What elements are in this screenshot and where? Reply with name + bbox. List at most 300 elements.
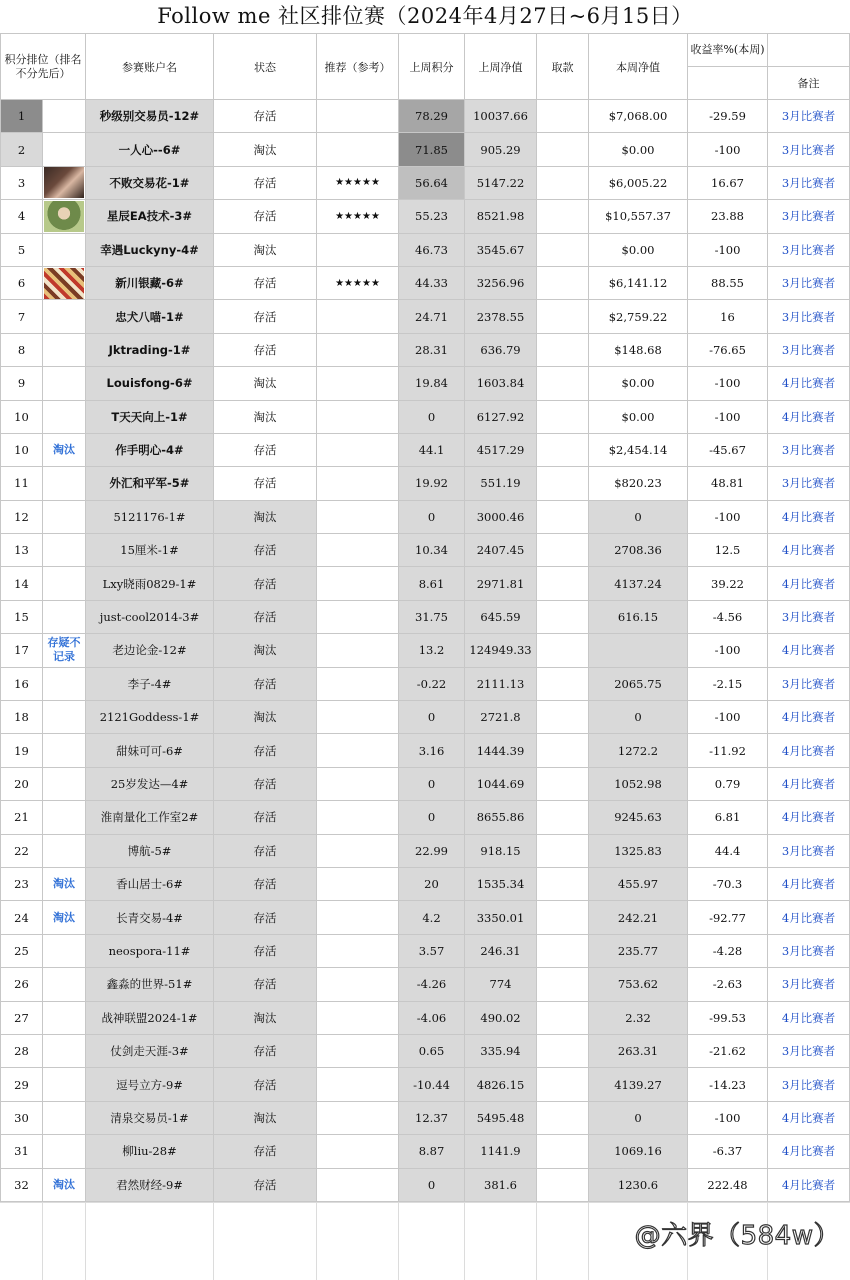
- status-cell: 存活: [214, 1068, 317, 1101]
- last-points-cell: 0: [399, 801, 465, 834]
- remark-cell: 3月比赛者: [768, 200, 850, 233]
- withdraw-cell: [537, 534, 589, 567]
- this-nav-cell: 1272.2: [589, 734, 688, 767]
- this-nav-cell: 0: [589, 701, 688, 734]
- table-row: [1, 266, 850, 299]
- remark-cell: 4月比赛者: [768, 901, 850, 934]
- rank-cell: 15: [1, 600, 43, 633]
- avatar-portrait-woman: [44, 167, 84, 198]
- account-name: Louisfong-6#: [86, 367, 214, 400]
- rank-cell: 29: [1, 1068, 43, 1101]
- rank-cell: 27: [1, 1001, 43, 1034]
- recommend-cell: [317, 367, 399, 400]
- account-name: 不败交易花-1#: [86, 166, 214, 199]
- remark-cell: 4月比赛者: [768, 1001, 850, 1034]
- yield-cell: -14.23: [688, 1068, 768, 1101]
- recommend-cell: [317, 333, 399, 366]
- recommend-cell: [317, 534, 399, 567]
- header-rank: 积分排位（排名不分先后）: [1, 34, 86, 100]
- last-nav-cell: 10037.66: [465, 100, 537, 133]
- account-name: 战神联盟2024-1#: [86, 1001, 214, 1034]
- withdraw-cell: [537, 667, 589, 700]
- tag-cell: [43, 166, 86, 199]
- tag-cell: [43, 1068, 86, 1101]
- last-nav-cell: 8655.86: [465, 801, 537, 834]
- tag-cell: [43, 834, 86, 867]
- status-cell: 淘汰: [214, 1101, 317, 1134]
- remark-cell: 3月比赛者: [768, 133, 850, 166]
- tag-cell: [43, 100, 86, 133]
- tag-cell: [43, 968, 86, 1001]
- this-nav-cell: $148.68: [589, 333, 688, 366]
- status-cell: 存活: [214, 667, 317, 700]
- last-points-cell: -4.26: [399, 968, 465, 1001]
- this-nav-cell: [589, 634, 688, 667]
- eliminated-tag: 存疑不记录: [43, 634, 86, 667]
- this-nav-cell: 263.31: [589, 1034, 688, 1067]
- header-last-nav: 上周净值: [465, 34, 537, 100]
- rank-cell: 16: [1, 667, 43, 700]
- status-cell: 淘汰: [214, 634, 317, 667]
- remark-cell: 4月比赛者: [768, 567, 850, 600]
- header-yield: 收益率%(本周): [688, 34, 768, 67]
- account-name: 15厘米-1#: [86, 534, 214, 567]
- withdraw-cell: [537, 734, 589, 767]
- remark-cell: 4月比赛者: [768, 701, 850, 734]
- table-row: [1, 767, 850, 800]
- withdraw-cell: [537, 1168, 589, 1201]
- yield-cell: -2.63: [688, 968, 768, 1001]
- remark-cell: 3月比赛者: [768, 1034, 850, 1067]
- withdraw-cell: [537, 801, 589, 834]
- last-nav-cell: 2111.13: [465, 667, 537, 700]
- yield-cell: 88.55: [688, 266, 768, 299]
- table-row: [1, 233, 850, 266]
- this-nav-cell: $7,068.00: [589, 100, 688, 133]
- table-row: [1, 801, 850, 834]
- status-cell: 存活: [214, 100, 317, 133]
- table-row: [1, 200, 850, 233]
- yield-cell: 12.5: [688, 534, 768, 567]
- account-name: 星辰EA技术-3#: [86, 200, 214, 233]
- table-row: [1, 734, 850, 767]
- account-name: 秒级别交易员-12#: [86, 100, 214, 133]
- account-name: 清泉交易员-1#: [86, 1101, 214, 1134]
- status-cell: 淘汰: [214, 233, 317, 266]
- remark-cell: 3月比赛者: [768, 600, 850, 633]
- last-nav-cell: 2721.8: [465, 701, 537, 734]
- header-status: 状态: [214, 34, 317, 100]
- table-row: [1, 467, 850, 500]
- remark-cell: 3月比赛者: [768, 333, 850, 366]
- last-points-cell: 24.71: [399, 300, 465, 333]
- remark-cell: 3月比赛者: [768, 233, 850, 266]
- yield-cell: 16.67: [688, 166, 768, 199]
- tag-cell: [43, 567, 86, 600]
- remark-cell: 3月比赛者: [768, 166, 850, 199]
- last-points-cell: 55.23: [399, 200, 465, 233]
- recommend-cell: [317, 433, 399, 466]
- last-nav-cell: 2407.45: [465, 534, 537, 567]
- last-nav-cell: 381.6: [465, 1168, 537, 1201]
- last-nav-cell: 551.19: [465, 467, 537, 500]
- tag-cell: [43, 400, 86, 433]
- remark-cell: 3月比赛者: [768, 968, 850, 1001]
- yield-cell: -11.92: [688, 734, 768, 767]
- account-name: 博航-5#: [86, 834, 214, 867]
- status-cell: 存活: [214, 834, 317, 867]
- last-points-cell: 31.75: [399, 600, 465, 633]
- yield-cell: 222.48: [688, 1168, 768, 1201]
- last-nav-cell: 246.31: [465, 934, 537, 967]
- last-nav-cell: 8521.98: [465, 200, 537, 233]
- last-points-cell: 12.37: [399, 1101, 465, 1134]
- account-name: 仗剑走天涯-3#: [86, 1034, 214, 1067]
- rank-cell: 23: [1, 867, 43, 900]
- withdraw-cell: [537, 1068, 589, 1101]
- account-name: 新川银藏-6#: [86, 266, 214, 299]
- withdraw-cell: [537, 901, 589, 934]
- tag-cell: [43, 500, 86, 533]
- last-nav-cell: 1141.9: [465, 1135, 537, 1168]
- table-row: [1, 901, 850, 934]
- rank-cell: 10: [1, 433, 43, 466]
- last-nav-cell: 124949.33: [465, 634, 537, 667]
- rank-cell: 1: [1, 100, 43, 133]
- last-nav-cell: 1603.84: [465, 367, 537, 400]
- table-row: [1, 834, 850, 867]
- avatar-portrait-girl: [44, 201, 84, 232]
- yield-cell: 0.79: [688, 767, 768, 800]
- rank-cell: 25: [1, 934, 43, 967]
- table-body: [1, 100, 850, 1202]
- account-name: 作手明心-4#: [86, 433, 214, 466]
- recommend-cell: [317, 600, 399, 633]
- table-row: [1, 701, 850, 734]
- this-nav-cell: $0.00: [589, 367, 688, 400]
- yield-cell: -100: [688, 701, 768, 734]
- withdraw-cell: [537, 100, 589, 133]
- table-row: [1, 433, 850, 466]
- last-points-cell: 0: [399, 701, 465, 734]
- tag-cell: [43, 333, 86, 366]
- table-row: [1, 867, 850, 900]
- rank-cell: 32: [1, 1168, 43, 1201]
- status-cell: 存活: [214, 734, 317, 767]
- avatar-illustration: [44, 268, 84, 299]
- status-cell: 存活: [214, 467, 317, 500]
- tag-cell: [43, 1101, 86, 1134]
- status-cell: 存活: [214, 166, 317, 199]
- last-nav-cell: 2378.55: [465, 300, 537, 333]
- status-cell: 存活: [214, 433, 317, 466]
- last-nav-cell: 1044.69: [465, 767, 537, 800]
- yield-cell: -100: [688, 133, 768, 166]
- rank-cell: 8: [1, 333, 43, 366]
- header-remark: 备注: [768, 67, 850, 100]
- status-cell: 存活: [214, 1034, 317, 1067]
- status-cell: 淘汰: [214, 1001, 317, 1034]
- table-row: [1, 534, 850, 567]
- last-nav-cell: 3000.46: [465, 500, 537, 533]
- last-nav-cell: 3350.01: [465, 901, 537, 934]
- last-points-cell: -10.44: [399, 1068, 465, 1101]
- recommend-cell: [317, 467, 399, 500]
- account-name: 长青交易-4#: [86, 901, 214, 934]
- rank-cell: 9: [1, 367, 43, 400]
- withdraw-cell: [537, 300, 589, 333]
- eliminated-tag: 淘汰: [43, 867, 86, 900]
- header-blank: [768, 34, 850, 67]
- withdraw-cell: [537, 767, 589, 800]
- rank-cell: 20: [1, 767, 43, 800]
- account-name: 外汇和平军-5#: [86, 467, 214, 500]
- rank-cell: 10: [1, 400, 43, 433]
- recommend-cell: [317, 1101, 399, 1134]
- eliminated-tag: 淘汰: [43, 1168, 86, 1201]
- last-nav-cell: 3545.67: [465, 233, 537, 266]
- this-nav-cell: 0: [589, 500, 688, 533]
- withdraw-cell: [537, 934, 589, 967]
- this-nav-cell: 455.97: [589, 867, 688, 900]
- last-points-cell: 46.73: [399, 233, 465, 266]
- last-points-cell: 56.64: [399, 166, 465, 199]
- remark-cell: 3月比赛者: [768, 1068, 850, 1101]
- status-cell: 淘汰: [214, 133, 317, 166]
- status-cell: 存活: [214, 968, 317, 1001]
- rank-cell: 18: [1, 701, 43, 734]
- header-withdraw: 取款: [537, 34, 589, 100]
- withdraw-cell: [537, 567, 589, 600]
- tag-cell: [43, 934, 86, 967]
- this-nav-cell: 1052.98: [589, 767, 688, 800]
- remark-cell: 4月比赛者: [768, 867, 850, 900]
- account-name: 鑫淼的世界-51#: [86, 968, 214, 1001]
- header-last-points: 上周积分: [399, 34, 465, 100]
- yield-cell: -92.77: [688, 901, 768, 934]
- recommend-cell: [317, 801, 399, 834]
- recommend-cell: [317, 634, 399, 667]
- withdraw-cell: [537, 867, 589, 900]
- yield-cell: -76.65: [688, 333, 768, 366]
- status-cell: 存活: [214, 934, 317, 967]
- withdraw-cell: [537, 1101, 589, 1134]
- recommend-cell: [317, 934, 399, 967]
- last-points-cell: 3.57: [399, 934, 465, 967]
- rank-cell: 4: [1, 200, 43, 233]
- table-row: [1, 333, 850, 366]
- rank-cell: 21: [1, 801, 43, 834]
- this-nav-cell: 1325.83: [589, 834, 688, 867]
- tag-cell: [43, 667, 86, 700]
- remark-cell: 4月比赛者: [768, 534, 850, 567]
- header-account: 参赛账户名: [86, 34, 214, 100]
- this-nav-cell: $6,005.22: [589, 166, 688, 199]
- last-nav-cell: 1444.39: [465, 734, 537, 767]
- this-nav-cell: 1069.16: [589, 1135, 688, 1168]
- last-points-cell: 0: [399, 767, 465, 800]
- remark-cell: 3月比赛者: [768, 100, 850, 133]
- last-points-cell: 28.31: [399, 333, 465, 366]
- table-row: [1, 100, 850, 133]
- rank-cell: 31: [1, 1135, 43, 1168]
- this-nav-cell: $10,557.37: [589, 200, 688, 233]
- recommend-cell: [317, 667, 399, 700]
- this-nav-cell: $0.00: [589, 400, 688, 433]
- withdraw-cell: [537, 968, 589, 1001]
- tag-cell: [43, 266, 86, 299]
- eliminated-tag: 淘汰: [43, 433, 86, 466]
- withdraw-cell: [537, 600, 589, 633]
- status-cell: 淘汰: [214, 400, 317, 433]
- tag-cell: [43, 200, 86, 233]
- account-name: 逗号立方-9#: [86, 1068, 214, 1101]
- yield-cell: 16: [688, 300, 768, 333]
- status-cell: 存活: [214, 567, 317, 600]
- last-nav-cell: 905.29: [465, 133, 537, 166]
- yield-cell: -100: [688, 1101, 768, 1134]
- tag-cell: [43, 300, 86, 333]
- last-points-cell: 8.87: [399, 1135, 465, 1168]
- tag-cell: [43, 367, 86, 400]
- footer-line: [0, 1202, 850, 1203]
- remark-cell: 3月比赛者: [768, 300, 850, 333]
- rank-cell: 3: [1, 166, 43, 199]
- last-points-cell: 13.2: [399, 634, 465, 667]
- tag-cell: [43, 600, 86, 633]
- table-row: [1, 1034, 850, 1067]
- status-cell: 存活: [214, 801, 317, 834]
- rank-cell: 30: [1, 1101, 43, 1134]
- last-points-cell: 0: [399, 500, 465, 533]
- last-nav-cell: 335.94: [465, 1034, 537, 1067]
- last-points-cell: 20: [399, 867, 465, 900]
- withdraw-cell: [537, 333, 589, 366]
- status-cell: 存活: [214, 867, 317, 900]
- withdraw-cell: [537, 133, 589, 166]
- last-nav-cell: 1535.34: [465, 867, 537, 900]
- account-name: 忠犬八喵-1#: [86, 300, 214, 333]
- remark-cell: 3月比赛者: [768, 667, 850, 700]
- yield-cell: -100: [688, 500, 768, 533]
- tag-cell: [43, 801, 86, 834]
- withdraw-cell: [537, 1001, 589, 1034]
- remark-cell: 4月比赛者: [768, 734, 850, 767]
- last-nav-cell: 4826.15: [465, 1068, 537, 1101]
- remark-cell: 4月比赛者: [768, 1135, 850, 1168]
- table-row: [1, 1001, 850, 1034]
- last-points-cell: 0.65: [399, 1034, 465, 1067]
- account-name: 2121Goddess-1#: [86, 701, 214, 734]
- table-row: [1, 166, 850, 199]
- table-row: [1, 1101, 850, 1134]
- last-points-cell: 78.29: [399, 100, 465, 133]
- yield-cell: 6.81: [688, 801, 768, 834]
- this-nav-cell: 4137.24: [589, 567, 688, 600]
- table-row: [1, 968, 850, 1001]
- yield-cell: -70.3: [688, 867, 768, 900]
- rank-cell: 12: [1, 500, 43, 533]
- yield-cell: 44.4: [688, 834, 768, 867]
- recommend-cell: [317, 1168, 399, 1201]
- recommend-cell: ★★★★★: [317, 166, 399, 199]
- account-name: neospora-11#: [86, 934, 214, 967]
- remark-cell: 4月比赛者: [768, 367, 850, 400]
- account-name: 25岁发达—4#: [86, 767, 214, 800]
- status-cell: 存活: [214, 200, 317, 233]
- last-nav-cell: 636.79: [465, 333, 537, 366]
- rank-cell: 13: [1, 534, 43, 567]
- tag-cell: [43, 767, 86, 800]
- remark-cell: 3月比赛者: [768, 266, 850, 299]
- recommend-cell: [317, 300, 399, 333]
- last-points-cell: 19.84: [399, 367, 465, 400]
- tag-cell: [43, 701, 86, 734]
- recommend-cell: [317, 701, 399, 734]
- header-recommend: 推荐（参考）: [317, 34, 399, 100]
- yield-cell: -100: [688, 233, 768, 266]
- remark-cell: 3月比赛者: [768, 834, 850, 867]
- table-row: [1, 133, 850, 166]
- status-cell: 存活: [214, 266, 317, 299]
- table-row: [1, 600, 850, 633]
- tag-cell: [43, 133, 86, 166]
- remark-cell: 4月比赛者: [768, 801, 850, 834]
- last-points-cell: 22.99: [399, 834, 465, 867]
- rank-cell: 26: [1, 968, 43, 1001]
- remark-cell: 4月比赛者: [768, 500, 850, 533]
- remark-cell: 3月比赛者: [768, 433, 850, 466]
- last-points-cell: 0: [399, 1168, 465, 1201]
- account-name: 5121176-1#: [86, 500, 214, 533]
- recommend-cell: [317, 500, 399, 533]
- remark-cell: 4月比赛者: [768, 1168, 850, 1201]
- this-nav-cell: 1230.6: [589, 1168, 688, 1201]
- rank-cell: 17: [1, 634, 43, 667]
- withdraw-cell: [537, 1135, 589, 1168]
- this-nav-cell: 616.15: [589, 600, 688, 633]
- yield-cell: -6.37: [688, 1135, 768, 1168]
- yield-cell: 39.22: [688, 567, 768, 600]
- status-cell: 存活: [214, 600, 317, 633]
- recommend-cell: [317, 734, 399, 767]
- this-nav-cell: $2,454.14: [589, 433, 688, 466]
- remark-cell: 4月比赛者: [768, 400, 850, 433]
- last-points-cell: 19.92: [399, 467, 465, 500]
- last-points-cell: 8.61: [399, 567, 465, 600]
- account-name: 香山居士-6#: [86, 867, 214, 900]
- status-cell: 存活: [214, 534, 317, 567]
- remark-cell: 4月比赛者: [768, 634, 850, 667]
- recommend-cell: [317, 233, 399, 266]
- recommend-cell: [317, 1034, 399, 1067]
- withdraw-cell: [537, 500, 589, 533]
- table-row: [1, 1068, 850, 1101]
- yield-cell: 23.88: [688, 200, 768, 233]
- withdraw-cell: [537, 701, 589, 734]
- withdraw-cell: [537, 266, 589, 299]
- account-name: 幸遇Luckyny-4#: [86, 233, 214, 266]
- account-name: 柳liu-28#: [86, 1135, 214, 1168]
- rank-cell: 6: [1, 266, 43, 299]
- remark-cell: 4月比赛者: [768, 1101, 850, 1134]
- table-row: [1, 300, 850, 333]
- recommend-cell: [317, 1068, 399, 1101]
- last-points-cell: 3.16: [399, 734, 465, 767]
- recommend-cell: [317, 567, 399, 600]
- status-cell: 存活: [214, 901, 317, 934]
- last-nav-cell: 918.15: [465, 834, 537, 867]
